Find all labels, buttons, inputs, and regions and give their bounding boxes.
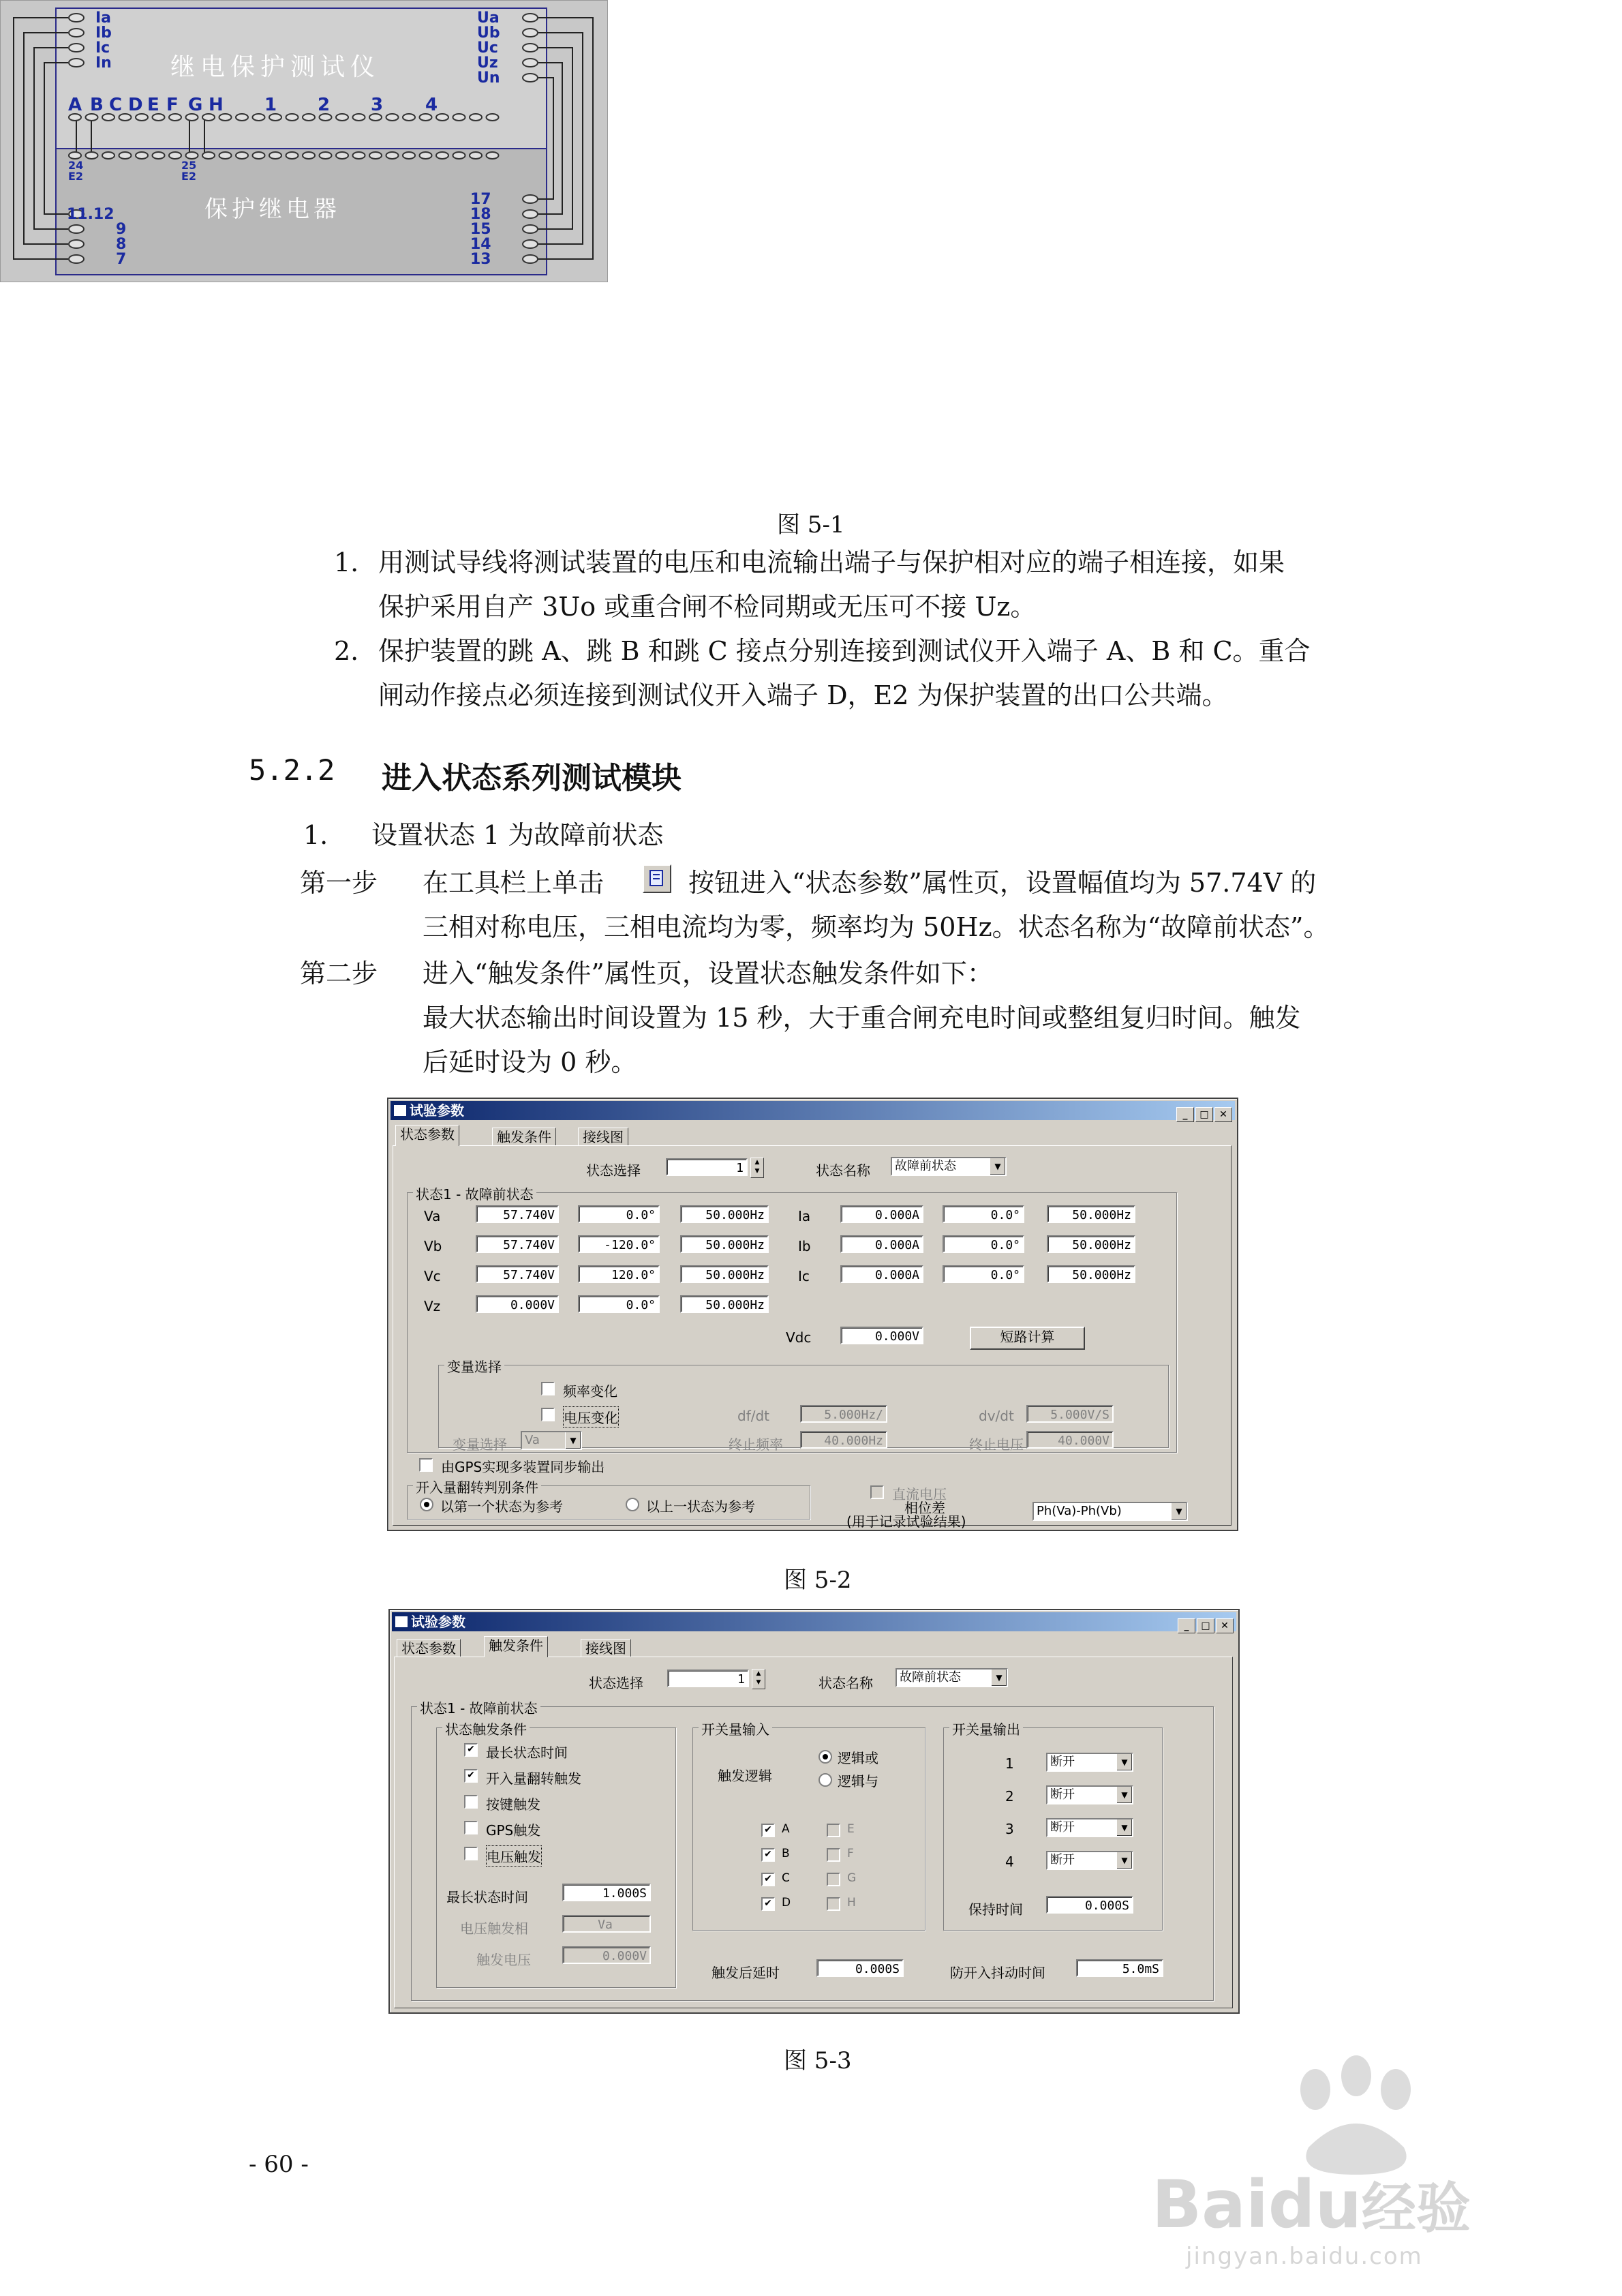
test-params-dialog-state [387,1098,1238,1531]
relay-terminal [303,152,315,159]
end-freq-label: 终止频率 [729,1436,783,1453]
max-time-label: 最长状态时间 [446,1889,528,1905]
max-time-input[interactable]: 1.000S [562,1884,651,1901]
trigger-checkbox[interactable]: ✔ [464,1743,478,1757]
term-ia: Ia [95,10,112,27]
step1-label: 第一步 [300,868,378,898]
relay-terminal [286,152,299,159]
minimize-icon[interactable]: _ [1178,1618,1195,1633]
chevron-down-icon: ▼ [1171,1503,1187,1520]
trigger-checkbox-label: 按键触发 [486,1796,540,1813]
phase-diff-sublabel: (用于记录试验结果) [846,1513,966,1530]
relay-terminal [169,152,181,159]
figure-caption-5-3: 图 5-3 [784,2047,852,2074]
input-label-e: E [147,95,159,115]
input-label-a: A [68,95,82,115]
radio-first-state[interactable] [420,1498,433,1511]
freq-change-label: 频率变化 [563,1383,617,1400]
wiring-diagram-figure [0,0,608,282]
voltage-label: Vb [424,1238,442,1254]
input-terminal [403,114,415,121]
trig-volt-label: 触发电压 [476,1952,531,1968]
trigger-cond-group [436,1721,676,1988]
input-terminal [286,114,299,121]
vdc-input[interactable]: 0.000V [840,1327,923,1344]
state-select-label: 状态选择 [586,1162,641,1179]
input-label-b: B [90,95,104,115]
state-select-input[interactable]: 1 [666,1158,748,1176]
binary-input-label: C [782,1871,790,1885]
tab-trigger[interactable]: 触发条件 [484,1636,548,1657]
current-angle-input[interactable]: 0.0° [943,1205,1024,1223]
debounce-label: 防开入抖动时间 [950,1965,1045,1981]
input-terminal [453,114,465,121]
tab-state-params[interactable]: 状态参数 [395,1125,459,1146]
tab-wiring[interactable]: 接线图 [578,1128,628,1146]
relay-terminal [386,152,399,159]
input-terminal [436,114,448,121]
state-name-value: 故障前状态 [900,1670,961,1685]
relay-terminal [236,152,248,159]
trigger-checkbox[interactable] [464,1847,478,1860]
state-name-combo[interactable] [891,1157,1007,1176]
relay-term-18: 18 [470,206,491,223]
relay-terminal [336,152,348,159]
dc-volt-checkbox[interactable] [870,1485,884,1499]
hold-time-label: 保持时间 [968,1901,1023,1918]
current-label: Ic [798,1268,810,1284]
chevron-down-icon: ▼ [1116,1787,1132,1803]
binary-input-checkbox-disabled[interactable] [827,1873,840,1886]
current-label: Ia [798,1208,811,1224]
voltage-amplitude-input[interactable]: 57.740V [476,1265,559,1283]
close-icon[interactable]: ✕ [1216,1618,1234,1633]
trigger-checkbox-label: GPS触发 [486,1822,541,1839]
minimize-icon[interactable]: _ [1176,1107,1194,1122]
current-amplitude-input[interactable]: 0.000A [840,1235,923,1253]
wiring-diagram [0,0,607,281]
maximize-icon[interactable]: □ [1197,1618,1214,1633]
short-calc-button[interactable]: 短路计算 [970,1327,1085,1350]
binary-output-value: 断开 [1050,1820,1075,1834]
window-icon [395,1616,408,1628]
binary-input-label: G [847,1871,857,1885]
dc-volt-label: 直流电压 [892,1486,947,1502]
trigger-checkbox[interactable] [464,1795,478,1809]
current-amplitude-input[interactable]: 0.000A [840,1265,923,1283]
label-e2-b: E2 [181,170,197,183]
state-group-title: 状态1 - 故障前状态 [417,1697,540,1717]
volt-phase-input[interactable]: Va [562,1915,651,1933]
binary-output-combo[interactable] [1046,1851,1133,1870]
input-label-d: D [128,95,143,115]
binary-input-label: E [847,1822,855,1836]
close-icon[interactable]: ✕ [1214,1107,1232,1122]
dvdt-label: dv/dt [979,1408,1014,1424]
binary-input-checkbox-disabled[interactable] [827,1848,840,1862]
state-spinner[interactable]: ▲ ▼ [752,1669,765,1689]
input-terminal [470,114,482,121]
current-freq-input[interactable]: 50.000Hz [1047,1205,1135,1223]
voltage-freq-input[interactable]: 50.000Hz [680,1205,769,1223]
voltage-angle-input[interactable]: 0.0° [578,1205,660,1223]
relay-terminal [403,152,415,159]
freq-change-checkbox[interactable] [541,1382,555,1395]
phase-diff-combo[interactable] [1032,1502,1188,1521]
state-select-input[interactable]: 1 [667,1670,749,1687]
state-name-label: 状态名称 [818,1675,873,1691]
step2-line2: 最大状态输出时间设置为 15 秒，大于重合闸充电时间或整组复归时间。触发 [423,1003,1301,1033]
state-group [411,1700,1214,2001]
binary-input-label: F [847,1847,854,1860]
relay-term-15: 15 [470,221,491,238]
relay-terminal [153,152,165,159]
step2-line3: 后延时设为 0 秒。 [423,1047,637,1077]
state-group [407,1186,1177,1453]
voltage-freq-input[interactable]: 50.000Hz [680,1235,769,1253]
logic-or-label: 逻辑或 [838,1750,878,1766]
input-terminal [386,114,399,121]
chevron-down-icon: ▼ [990,1158,1005,1175]
relay-term-17: 17 [470,191,491,208]
state-name-combo[interactable] [896,1668,1008,1687]
input-label-3: 3 [371,95,384,115]
relay-terminal [369,152,382,159]
state-spinner[interactable]: ▲ ▼ [750,1158,764,1178]
variable-group [438,1359,1169,1453]
volt-change-label: 电压变化 [563,1406,619,1428]
trigger-delay-label: 触发后延时 [711,1965,780,1981]
figure-caption-5-1: 图 5-1 [777,511,845,539]
binary-input-title: 开关量输入 [699,1719,772,1738]
sub-item-text: 设置状态 1 为故障前状态 [371,820,664,850]
relay-terminal [219,152,232,159]
state-name-label: 状态名称 [816,1162,870,1179]
end-volt-input[interactable]: 40.000V [1026,1431,1114,1449]
volt-phase-label: 电压触发相 [460,1920,528,1937]
state-group-title: 状态1 - 故障前状态 [413,1183,536,1203]
binary-input-checkbox[interactable]: ✔ [761,1897,775,1911]
gps-sync-label: 由GPS实现多装置同步输出 [441,1459,605,1475]
relay-terminal [269,152,281,159]
relay-terminal [453,152,465,159]
relay-terminal [102,152,114,159]
dialog-title: 试验参数 [410,1102,464,1119]
radio-logic-and[interactable] [818,1773,832,1787]
input-label-f: F [166,95,179,115]
relay-terminal [186,152,198,159]
list-item-2-num: 2. [334,636,359,666]
relay-terminal [136,152,148,159]
phase-diff-label: 相位差 [904,1500,945,1516]
tab-trigger[interactable]: 触发条件 [492,1128,556,1146]
relay-terminal [353,152,365,159]
device-title: 继电保护测试仪 [170,53,381,81]
dfdt-label: df/dt [737,1408,770,1424]
trigger-cond-title: 状态触发条件 [442,1719,530,1738]
step2-label: 第二步 [300,958,378,988]
current-angle-input[interactable]: 0.0° [943,1235,1024,1253]
page-number: - 60 - [249,2151,309,2178]
current-label: Ib [798,1238,811,1254]
judge-group-title: 开入量翻转判别条件 [413,1477,541,1496]
relay-terminal [320,152,332,159]
phase-diff-value: Ph(Va)-Ph(Vb) [1037,1504,1122,1518]
relay-term-13: 13 [470,251,491,268]
term-ub: Ub [477,25,500,42]
relay-terminal [487,152,499,159]
dvdt-input[interactable]: 5.000V/S [1026,1405,1114,1423]
input-label-1: 1 [264,95,277,115]
judge-group [407,1479,810,1520]
binary-output-value: 断开 [1050,1853,1075,1867]
term-ua: Ua [477,10,500,27]
chevron-down-icon: ▼ [565,1432,581,1449]
binary-output-value: 断开 [1050,1787,1075,1802]
relay-term-7: 7 [116,251,127,268]
list-item-1-num: 1. [334,547,359,577]
current-freq-input[interactable]: 50.000Hz [1047,1235,1135,1253]
relay-terminal [119,152,132,159]
relay-terminal [436,152,448,159]
term-uc: Uc [477,40,498,57]
step1-text-pre: 在工具栏上单击 [423,868,605,898]
binary-output-combo[interactable] [1046,1818,1133,1837]
voltage-angle-input[interactable]: -120.0° [578,1235,660,1253]
sub-item-num: 1. [303,820,328,850]
binary-output-value: 断开 [1050,1755,1075,1769]
trigger-checkbox[interactable] [464,1821,478,1834]
var-select-label: 变量选择 [453,1436,507,1453]
logic-and-label: 逻辑与 [838,1773,878,1789]
voltage-freq-input[interactable]: 50.000Hz [680,1295,769,1313]
voltage-freq-input[interactable]: 50.000Hz [680,1265,769,1283]
state-toolbar-icon [643,864,671,893]
trigger-checkbox[interactable]: ✔ [464,1769,478,1783]
binary-input-checkbox[interactable]: ✔ [761,1824,775,1837]
step2-line1: 进入“触发条件”属性页，设置状态触发条件如下： [423,958,993,988]
input-terminal [336,114,348,121]
term-ib: Ib [95,25,112,42]
input-terminal [236,114,248,121]
radio-first-state-label: 以第一个状态为参考 [440,1498,563,1515]
input-label-4: 4 [425,95,438,115]
voltage-amplitude-input[interactable]: 57.740V [476,1235,559,1253]
binary-input-label: H [847,1896,856,1909]
vdc-label: Vdc [786,1329,812,1346]
trigger-checkbox-label: 最长状态时间 [486,1744,568,1761]
section-number: 5.2.2 [249,753,335,787]
binary-output-group [943,1721,1163,1931]
baidu-watermark [1131,2038,1567,2270]
state-select-label: 状态选择 [589,1675,643,1691]
trigger-checkbox-label: 电压触发 [486,1845,542,1867]
watermark-brand2: du [1268,2166,1362,2243]
binary-output-number: 3 [1005,1821,1014,1837]
step1-line2: 三相对称电压，三相电流均为零，频率均为 50Hz。状态名称为“故障前状态”。 [423,912,1330,942]
current-freq-input[interactable]: 50.000Hz [1047,1265,1135,1283]
test-params-dialog-trigger [388,1609,1240,2014]
list-item-2-line2: 闸动作接点必须连接到测试仪开入端子 D，E2 为保护装置的出口公共端。 [378,680,1228,710]
chevron-down-icon: ▼ [1116,1852,1132,1869]
relay-terminal [470,152,482,159]
voltage-amplitude-input[interactable]: 57.740V [476,1205,559,1223]
list-item-2-line1: 保护装置的跳 A、跳 B 和跳 C 接点分别连接到测试仪开入端子 A、B 和 C。重合 [378,636,1311,666]
window-icon [393,1104,407,1117]
label-25: 25 [181,159,197,172]
end-freq-input[interactable]: 40.000Hz [800,1431,887,1449]
binary-output-combo[interactable] [1046,1785,1133,1804]
voltage-angle-input[interactable]: 120.0° [578,1265,660,1283]
tab-state-params[interactable]: 状态参数 [397,1639,461,1657]
variable-group-title: 变量选择 [444,1356,504,1376]
dialog-titlebar[interactable] [392,1612,1236,1631]
binary-output-combo[interactable] [1046,1753,1133,1772]
tab-panel [393,1145,1231,1530]
relay-title: 保护继电器 [204,196,341,223]
trigger-logic-label: 触发逻辑 [718,1768,772,1784]
relay-term-11-12: 11.12 [67,206,114,223]
input-label-2: 2 [318,95,331,115]
voltage-label: Va [424,1208,441,1224]
binary-input-checkbox-disabled[interactable] [827,1824,840,1837]
watermark-cn: 经验 [1361,2177,1471,2240]
dialog-titlebar[interactable] [391,1101,1235,1120]
binary-input-label: D [782,1896,791,1909]
binary-output-number: 2 [1005,1788,1014,1804]
voltage-angle-input[interactable]: 0.0° [578,1295,660,1313]
var-select-combo[interactable] [521,1431,582,1450]
current-angle-input[interactable]: 0.0° [943,1265,1024,1283]
input-label-g: G [188,95,203,115]
term-in: In [95,55,112,72]
end-volt-label: 终止电压 [969,1436,1024,1453]
input-label-c: C [109,95,123,115]
binary-input-checkbox-disabled[interactable] [827,1897,840,1911]
dialog-title: 试验参数 [411,1614,465,1630]
tab-wiring[interactable]: 接线图 [581,1639,631,1657]
term-uz: Uz [477,55,498,72]
relay-term-8: 8 [116,236,127,253]
relay-term-14: 14 [470,236,491,253]
hold-time-input[interactable]: 0.000S [1046,1896,1133,1914]
watermark-brand: Bai [1152,2166,1268,2243]
input-terminal [487,114,499,121]
var-select-value: Va [525,1433,540,1447]
chevron-down-icon: ▼ [991,1670,1007,1686]
radio-prev-state[interactable] [626,1498,639,1511]
relay-terminal [253,152,265,159]
input-terminal [253,114,265,121]
debounce-input[interactable]: 5.0mS [1076,1959,1163,1977]
binary-input-label: A [782,1822,790,1836]
gps-sync-checkbox[interactable] [419,1458,433,1472]
radio-prev-state-label: 以上一状态为参考 [646,1498,755,1515]
chevron-down-icon: ▼ [1116,1754,1132,1770]
input-label-h: H [209,95,224,115]
chevron-down-icon: ▼ [1116,1819,1132,1836]
binary-output-number: 4 [1005,1854,1014,1870]
trigger-checkbox-label: 开入量翻转触发 [486,1770,581,1787]
voltage-label: Vc [424,1268,441,1284]
current-amplitude-input[interactable]: 0.000A [840,1205,923,1223]
relay-term-9: 9 [116,221,127,238]
trigger-delay-input[interactable]: 0.000S [816,1959,904,1977]
input-terminal [303,114,315,121]
step1-text-post: 按钮进入“状态参数”属性页，设置幅值均为 57.74V 的 [688,868,1317,898]
binary-input-checkbox[interactable]: ✔ [761,1873,775,1886]
trig-volt-input[interactable]: 0.000V [562,1946,651,1964]
watermark-url: jingyan.baidu.com [1186,2243,1423,2270]
binary-output-number: 1 [1005,1755,1014,1772]
volt-change-checkbox[interactable] [541,1408,555,1421]
state-name-value: 故障前状态 [895,1159,956,1173]
term-un: Un [477,70,500,87]
dfdt-input[interactable]: 5.000Hz/ [800,1405,887,1423]
binary-input-label: B [782,1847,790,1860]
radio-logic-or[interactable] [818,1750,832,1764]
figure-caption-5-2: 图 5-2 [784,1567,852,1594]
maximize-icon[interactable]: □ [1195,1107,1213,1122]
list-item-1-line2: 保护采用自产 3Uo 或重合闸不检同期或无压可不接 Uz。 [378,592,1037,622]
tab-panel [394,1657,1233,2008]
relay-terminal [202,152,215,159]
label-e2-a: E2 [68,170,84,183]
relay-terminal [69,152,81,159]
relay-terminal [420,152,432,159]
input-terminal [353,114,365,121]
binary-input-group [692,1721,925,1931]
list-item-1-line1: 用测试导线将测试装置的电压和电流输出端子与保护相对应的端子相连接，如果 [378,547,1285,577]
binary-input-checkbox[interactable]: ✔ [761,1848,775,1862]
label-24: 24 [68,159,84,172]
voltage-amplitude-input[interactable]: 0.000V [476,1295,559,1313]
section-title: 进入状态系列测试模块 [382,761,682,796]
voltage-label: Vz [424,1298,441,1314]
binary-output-title: 开关量输出 [949,1719,1023,1738]
term-ic: Ic [95,40,110,57]
relay-terminal [86,152,98,159]
